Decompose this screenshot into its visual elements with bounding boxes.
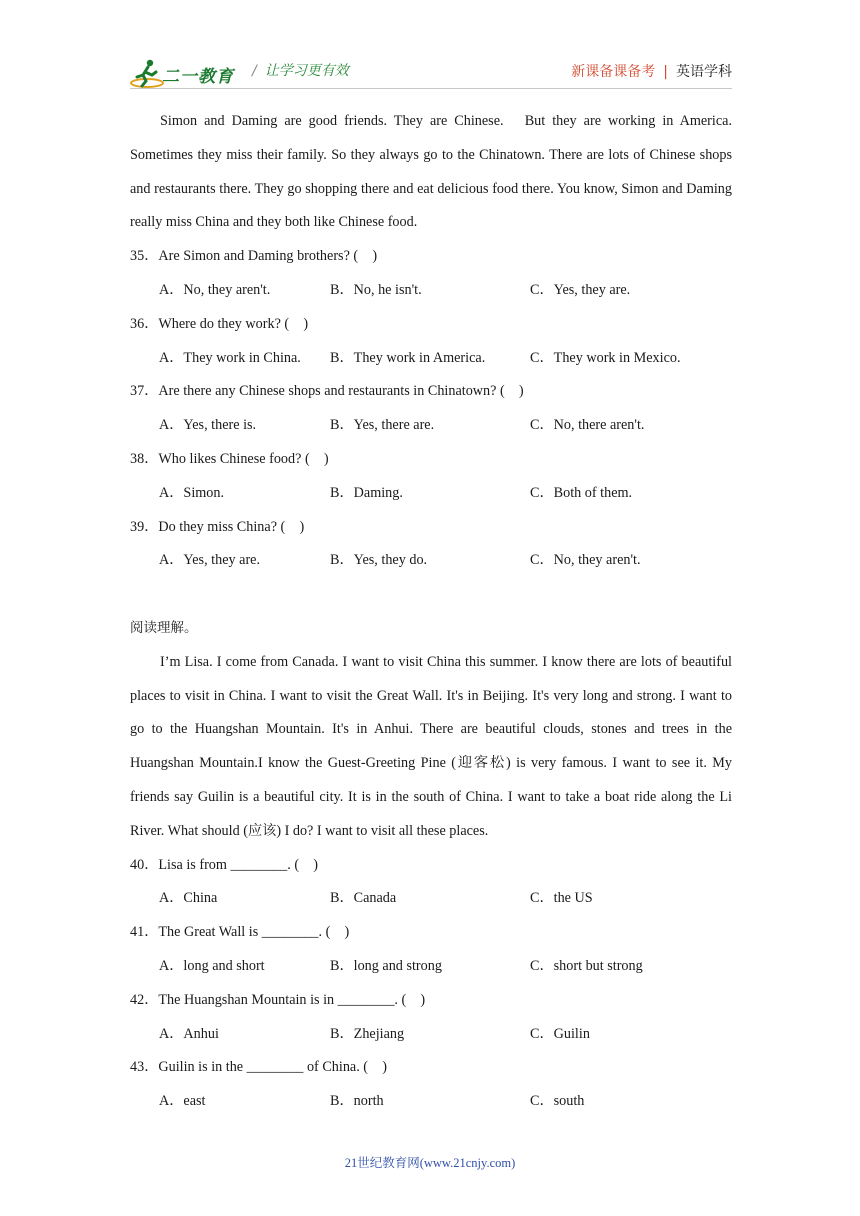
- header-subject-label: 英语学科: [676, 64, 732, 80]
- option-b: B．long and strong: [330, 957, 442, 974]
- option-a: A．east: [159, 1093, 206, 1110]
- option-c: C．the US: [530, 890, 593, 907]
- question-text: 35．Are Simon and Daming brothers? ( ): [130, 248, 378, 265]
- option-b: B．Canada: [330, 890, 397, 907]
- question-42: [130, 984, 732, 1052]
- option-c: C．They work in Mexico.: [530, 349, 681, 366]
- option-a: A．Yes, they are.: [159, 552, 261, 569]
- option-c: C．No, there aren't.: [530, 417, 645, 434]
- question-37: [130, 375, 732, 443]
- slogan-text: 让学习更有效: [264, 63, 349, 79]
- question-text: 40．Lisa is from ________. ( ): [130, 856, 318, 873]
- question-43: [130, 1051, 732, 1119]
- answer-options: [130, 882, 732, 916]
- option-c: C．Both of them.: [530, 484, 633, 501]
- option-c: C．Guilin: [530, 1025, 590, 1042]
- question-text: 42．The Huangshan Mountain is in ________. ( ): [130, 991, 426, 1008]
- answer-options: [130, 409, 732, 443]
- header-tagline: 新课备课备考: [571, 64, 656, 80]
- runner-icon: [130, 58, 164, 90]
- section-heading: 阅读理解。: [130, 619, 198, 636]
- question-text: 39．Do they miss China? ( ): [130, 518, 305, 535]
- option-a: A．China: [159, 890, 218, 907]
- answer-options: [130, 544, 732, 578]
- header-subject: [571, 61, 732, 81]
- option-b: B．No, he isn't.: [330, 281, 422, 298]
- question-39: [130, 511, 732, 579]
- question-text: 36．Where do they work? ( ): [130, 315, 309, 332]
- option-a: A．No, they aren't.: [159, 281, 271, 298]
- option-b: B．They work in America.: [330, 349, 486, 366]
- brand-logo: [130, 58, 240, 90]
- option-a: A．long and short: [159, 957, 265, 974]
- option-b: B．Zhejiang: [330, 1025, 405, 1042]
- page-footer: 21世纪教育网(www.21cnjy.com): [344, 1156, 516, 1170]
- option-b: B．north: [330, 1093, 384, 1110]
- slogan: [252, 60, 349, 80]
- question-text: 38．Who likes Chinese food? ( ): [130, 450, 329, 467]
- answer-options: [130, 477, 732, 511]
- option-b: B．Daming.: [330, 484, 403, 501]
- answer-options: [130, 950, 732, 984]
- option-c: C．short but strong: [530, 957, 643, 974]
- header-divider: |: [663, 64, 668, 80]
- header-rule: [130, 88, 732, 89]
- option-c: C．Yes, they are.: [530, 281, 631, 298]
- question-38: [130, 443, 732, 511]
- question-41: [130, 916, 732, 984]
- slogan-divider: /: [252, 63, 257, 79]
- logo-text: 二一教育: [162, 67, 234, 87]
- option-c: C．No, they aren't.: [530, 552, 641, 569]
- answer-options: [130, 1018, 732, 1052]
- section-spacer: [130, 578, 732, 612]
- question-text: 41．The Great Wall is ________. ( ): [130, 924, 350, 941]
- option-b: B．Yes, there are.: [330, 417, 435, 434]
- answer-options: [130, 274, 732, 308]
- question-text: 37．Are there any Chinese shops and restaurants in Chinatown? ( ): [130, 383, 524, 400]
- passage-2: I’m Lisa. I come from Canada. I want to visit China this summer. I know there are lots of beautiful places to visit in China. I want to visit the Great Wall. It's in Beijing. It's very long and strong. I want to go to the Huangshan Mountain. It's in Anhui. There are beautiful clouds, stones and trees in the Huangshan Mountain.I know the Guest-Greeting Pine (迎客松) is very famous. I want to see it. My friends say Guilin is a beautiful city. It is in the south of China. I want to take a boat ride along the Li River. What should (应该) I do? I want to visit all these places.: [130, 653, 732, 839]
- document-body: [130, 105, 732, 1119]
- passage-1: Simon and Daming are good friends. They are Chinese. But they are working in America. Sometimes they miss their family. So they always go to the Chinatown. There are lots of Chinese shops and restaurants there. They go shopping there and eat delicious food there. You know, Simon and Daming really miss China and they both like Chinese food.: [130, 113, 732, 231]
- option-a: A．Simon.: [159, 484, 225, 501]
- option-b: B．Yes, they do.: [330, 552, 428, 569]
- answer-options: [130, 1085, 732, 1119]
- question-36: [130, 308, 732, 376]
- option-c: C．south: [530, 1093, 585, 1110]
- option-a: A．They work in China.: [159, 349, 301, 366]
- option-a: A．Anhui: [159, 1025, 219, 1042]
- option-a: A．Yes, there is.: [159, 417, 257, 434]
- question-text: 43．Guilin is in the ________ of China. ( ): [130, 1059, 387, 1076]
- page-header: [130, 52, 732, 92]
- question-35: [130, 240, 732, 308]
- answer-options: [130, 342, 732, 376]
- question-40: [130, 849, 732, 917]
